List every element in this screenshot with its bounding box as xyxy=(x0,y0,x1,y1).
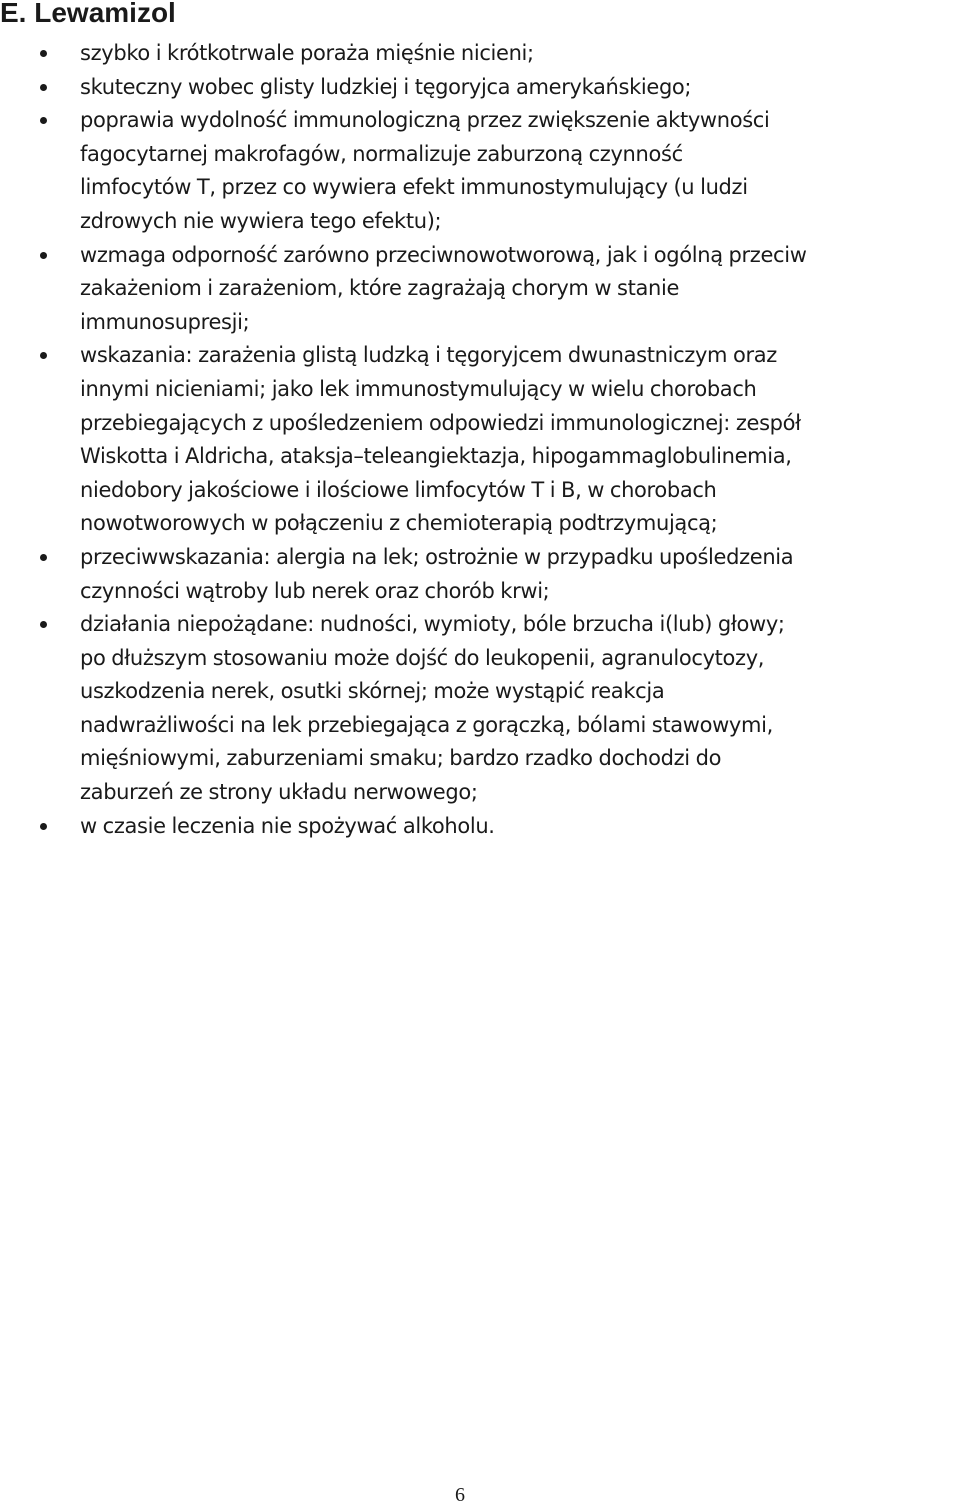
bullet-icon xyxy=(40,823,47,830)
bullet-icon xyxy=(40,252,47,259)
text-line: immunosupresji; xyxy=(80,309,250,334)
list-item xyxy=(0,239,960,340)
text-line: w czasie leczenia nie spożywać alkoholu. xyxy=(80,813,495,838)
text-line: szybko i krótkotrwale poraża mięśnie nicieni; xyxy=(80,41,534,65)
text-line: skuteczny wobec glisty ludzkiej i tęgoryjca amerykańskiego; xyxy=(80,74,692,99)
list-item-text xyxy=(80,71,960,105)
text-line: innymi nicieniami; jako lek immunostymulujący w wielu chorobach xyxy=(80,376,757,401)
text-line: limfocytów T, przez co wywiera efekt immunostymulujący (u ludzi xyxy=(80,175,748,200)
list-item xyxy=(0,608,960,810)
text-line: działania niepożądane: nudności, wymioty, bóle brzucha i(lub) głowy; xyxy=(80,612,785,637)
list-item-text xyxy=(80,810,960,844)
text-line: mięśniowymi, zaburzeniami smaku; bardzo rzadko dochodzi do xyxy=(80,746,722,771)
list-item xyxy=(0,541,960,608)
bullet-icon xyxy=(40,84,47,91)
text-line: nowotworowych w połączeniu z chemioterapią podtrzymującą; xyxy=(80,511,718,536)
bullet-icon xyxy=(40,621,47,628)
list-item xyxy=(0,71,960,105)
text-line: wzmaga odporność zarówno przeciwnowotworową, jak i ogólną przeciw xyxy=(80,242,807,267)
text-line: przebiegających z upośledzeniem odpowiedzi immunologicznej: zespół xyxy=(80,410,801,435)
text-line: przeciwwskazania: alergia na lek; ostrożnie w przypadku upośledzenia xyxy=(80,544,794,569)
list-item-text xyxy=(80,339,960,541)
bullet-icon xyxy=(40,117,47,124)
list-item xyxy=(0,810,960,844)
text-line: wskazania: zarażenia glistą ludzką i tęgoryjcem dwunastniczym oraz xyxy=(80,343,777,368)
text-line: zakażeniom i zarażeniom, które zagrażają chorym w stanie xyxy=(80,276,680,301)
text-line: fagocytarnej makrofagów, normalizuje zaburzoną czynność xyxy=(80,141,683,166)
text-line: nadwrażliwości na lek przebiegająca z gorączką, bólami stawowymi, xyxy=(80,712,773,737)
list-item-text xyxy=(80,239,960,340)
text-line: zdrowych nie wywiera tego efektu); xyxy=(80,208,442,233)
list-item xyxy=(0,339,960,541)
list-item xyxy=(0,104,960,238)
list-item-text xyxy=(80,104,960,238)
text-line: po dłuższym stosowaniu może dojść do leukopenii, agranulocytozy, xyxy=(80,645,765,670)
list-item-text xyxy=(80,608,960,810)
bullet-icon xyxy=(40,554,47,561)
text-line: niedobory jakościowe i ilościowe limfocytów T i B, w chorobach xyxy=(80,477,717,502)
text-line: czynności wątroby lub nerek oraz chorób krwi; xyxy=(80,578,550,603)
text-line: Wiskotta i Aldricha, ataksja–teleangiektazja, hipogammaglobulinemia, xyxy=(80,444,792,469)
list-item-text xyxy=(80,541,960,608)
list-item xyxy=(0,37,960,71)
list-item-text xyxy=(80,37,960,71)
bullet-icon xyxy=(40,352,47,359)
bullet-icon xyxy=(40,50,47,57)
page-number: 6 xyxy=(455,1484,465,1506)
text-line: uszkodzenia nerek, osutki skórnej; może wystąpić reakcja xyxy=(80,679,665,704)
text-line: zaburzeń ze strony układu nerwowego; xyxy=(80,780,478,805)
bullet-list xyxy=(0,37,960,843)
text-line: poprawia wydolność immunologiczną przez zwiększenie aktywności xyxy=(80,108,770,133)
section-title: E. Lewamizol xyxy=(0,0,176,28)
